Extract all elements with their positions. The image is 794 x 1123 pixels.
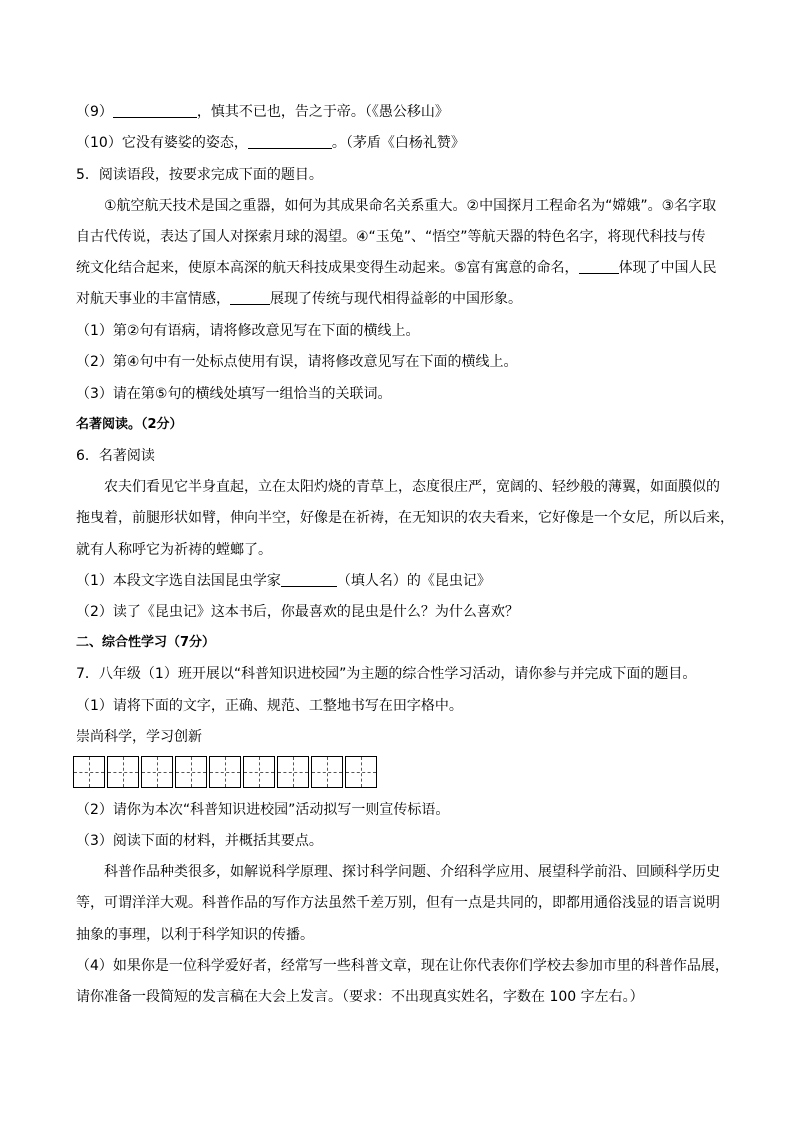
tianzige-cell[interactable] xyxy=(345,756,377,788)
q7-subquestion-3: （3）阅读下面的材料，并概括其要点。 xyxy=(76,833,323,849)
tianzige-cell[interactable] xyxy=(311,756,343,788)
q6-passage-line: 农夫们看见它半身直起，立在太阳灼烧的青草上，态度很庄严，宽阔的、轻纱般的薄翼，如面膜似的 xyxy=(104,479,720,495)
q7-subquestion-4-cont: 请你准备一段简短的发言稿在大会上发言。（要求：不出现真实姓名，字数在 100 字左右。） xyxy=(76,989,644,1005)
section-heading: 名著阅读。（2分） xyxy=(76,417,183,432)
q7-material-line: 抽象的事理，以利于科学知识的传播。 xyxy=(76,927,314,943)
q5-subquestion-3: （3）请在第⑤句的横线处填写一组恰当的关联词。 xyxy=(76,386,392,402)
q5-passage-line: 自古代传说，表达了国人对探索月球的渴望。④“玉兔”、“悟空”等航天器的特色名字，将现代科技与传 xyxy=(76,229,706,245)
q7-subquestion-1: （1）请将下面的文字，正确、规范、工整地书写在田字格中。 xyxy=(76,698,463,714)
section-heading: 二、综合性学习（7分） xyxy=(76,635,216,650)
q4-line-10 xyxy=(76,133,465,153)
q7-title: 7．八年级（1）班开展以“科普知识进校园”为主题的综合性学习活动，请你参与并完成下面的题目。 xyxy=(76,666,697,682)
q6-subquestion-1 xyxy=(76,571,491,591)
q6-passage-line: 就有人称呼它为祈祷的螳螂了。 xyxy=(76,542,272,558)
q6-passage-line: 拖曳着，前腿形状如臂，伸向半空，好像是在祈祷，在无知识的农夫看来，它好像是一个女尼，所以后来， xyxy=(76,510,734,526)
passage-text: 对航天事业的丰富情感， xyxy=(76,291,230,307)
q7-material-line: 等，可谓洋洋大观。科普作品的写作方法虽然千差万别，但有一点是共同的，即都用通俗浅显的语言说明 xyxy=(76,895,720,911)
q7-material-line: 科普作品种类很多，如解说科学原理、探讨科学问题、介绍科学应用、展望科学前沿、回顾科学历史 xyxy=(104,864,720,880)
q7-subquestion-4: （4）如果你是一位科学爱好者，经常写一些科普文章，现在让你代表你们学校去参加市里的科普作品展， xyxy=(76,958,729,974)
q5-title: 5．阅读语段，按要求完成下面的题目。 xyxy=(76,167,323,183)
passage-text: 体现了中国人民 xyxy=(618,260,717,276)
answer-blank[interactable] xyxy=(230,290,270,305)
passage-text: 统文化结合起来，使原本高深的航天科技成果变得生动起来。⑤富有寓意的命名， xyxy=(76,260,579,276)
tianzige-cell[interactable] xyxy=(107,756,139,788)
answer-blank[interactable] xyxy=(248,134,332,149)
answer-blank[interactable] xyxy=(281,572,337,587)
copy-text: 崇尚科学，学习创新 xyxy=(76,729,202,745)
answer-blank[interactable] xyxy=(579,259,619,274)
question-text: （填人名）的《昆虫记》 xyxy=(336,573,491,589)
q5-passage-line xyxy=(76,258,717,278)
tianzige-cell[interactable] xyxy=(175,756,207,788)
q6-subquestion-2: （2）读了《昆虫记》这本书后，你最喜欢的昆虫是什么？为什么喜欢？ xyxy=(76,604,519,620)
q6-title: 6．名著阅读 xyxy=(76,448,155,464)
passage-text: 展现了传统与现代相得益彰的中国形象。 xyxy=(270,291,522,307)
tianzige-grid xyxy=(73,756,379,790)
q5-subquestion-1: （1）第②句有语病，请将修改意见写在下面的横线上。 xyxy=(76,323,420,339)
question-text: （10）它没有婆娑的姿态， xyxy=(76,135,248,151)
tianzige-cell[interactable] xyxy=(141,756,173,788)
q4-line-9 xyxy=(76,102,449,122)
answer-blank[interactable] xyxy=(113,103,197,118)
item-number: （9） xyxy=(76,104,113,120)
question-text: ，慎其不已也，告之于帝。（《愚公移山》 xyxy=(196,104,449,120)
question-text: 。（茅盾《白杨礼赞》 xyxy=(331,135,465,151)
q5-subquestion-2: （2）第④句中有一处标点使用有误，请将修改意见写在下面的横线上。 xyxy=(76,354,518,370)
tianzige-cell[interactable] xyxy=(277,756,309,788)
q5-passage-line xyxy=(76,289,522,309)
tianzige-cell[interactable] xyxy=(209,756,241,788)
tianzige-cell[interactable] xyxy=(73,756,105,788)
q5-passage-line: ①航空航天技术是国之重器，如何为其成果命名关系重大。②中国探月工程命名为“嫦娥”。③名字取 xyxy=(104,198,717,214)
tianzige-cell[interactable] xyxy=(243,756,275,788)
question-text: （1）本段文字选自法国昆虫学家 xyxy=(76,573,281,589)
q7-subquestion-2: （2）请你为本次“科普知识进校园”活动拟写一则宣传标语。 xyxy=(76,802,450,818)
